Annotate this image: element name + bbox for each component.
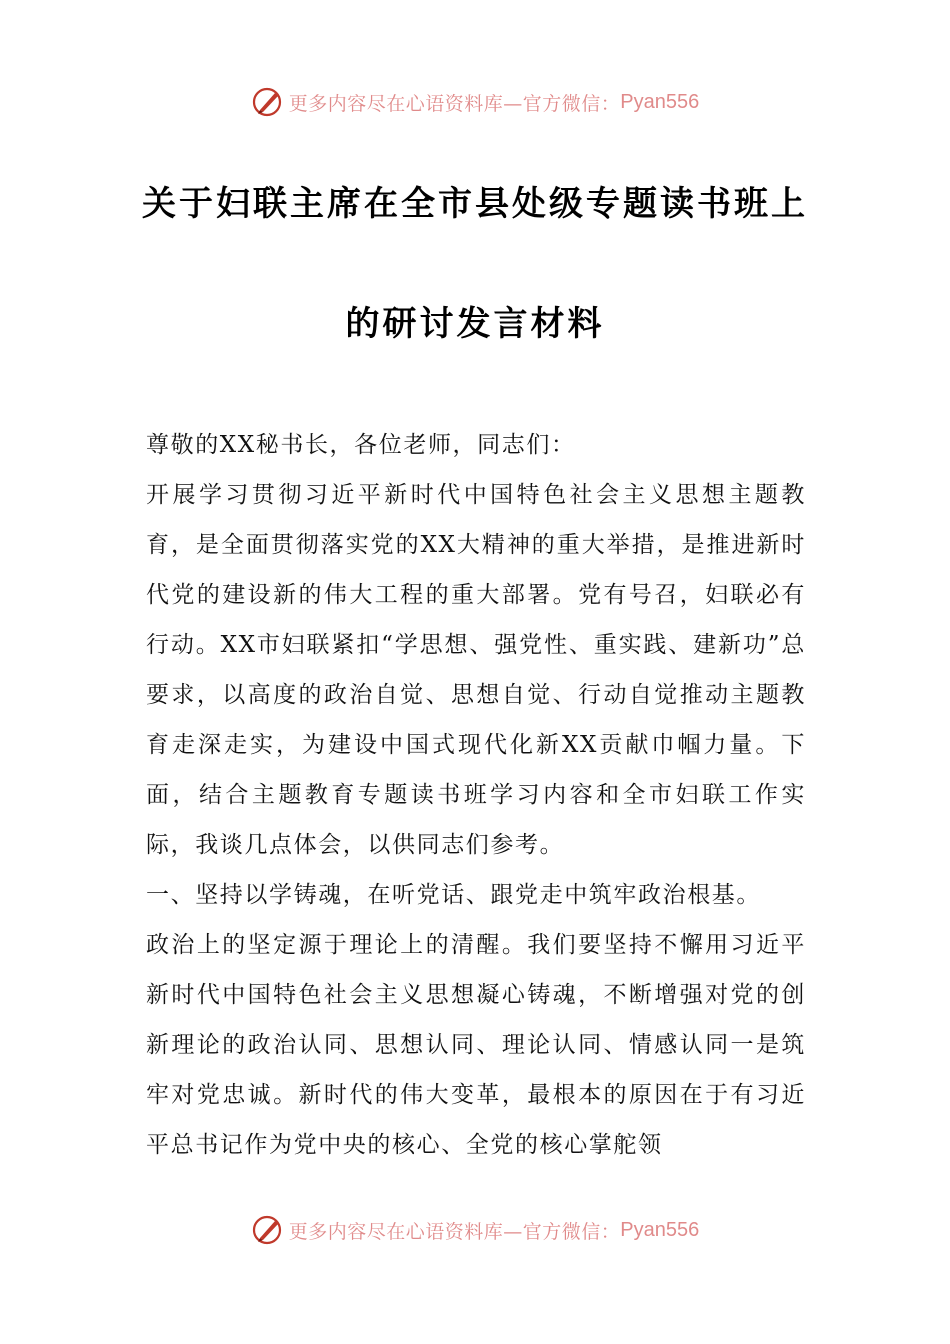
watermark-banner-top: [0, 82, 950, 122]
watermark-wechat-id: Pyan556: [620, 1218, 700, 1241]
document-title-line2: 的研讨发言材料: [345, 304, 605, 344]
watermark-wechat-id: Pyan556: [620, 90, 700, 113]
watermark-text: 更多内容尽在心语资料库—官方微信：: [288, 92, 621, 115]
pen-logo-icon: [251, 1213, 285, 1247]
document-title-line1: 关于妇联主席在全市县处级专题读书班上: [142, 184, 808, 224]
watermark-banner-bottom: [0, 1210, 950, 1250]
pen-logo-icon: [251, 85, 285, 119]
document-body: [146, 420, 806, 1170]
section-heading-1: 一、坚持以学铸魂，在听党话、跟党走中筑牢政治根基。: [146, 882, 761, 908]
paragraph-1: 开展学习贯彻习近平新时代中国特色社会主义思想主题教育，是全面贯彻落实党的XX大精神的重大举措，是推进新时代党的建设新的伟大工程的重大部署。党有号召，妇联必有行动。XX市妇联紧扣“学思想、强党性、重实践、建新功”总要求，以高度的政治自觉、思想自觉、行动自觉推动主题教育走深走实，为建设中国式现代化新XX贡献巾帼力量。下面，结合主题教育专题读书班学习内容和全市妇联工作实际，我谈几点体会，以供同志们参考。: [146, 482, 806, 858]
paragraph-2: 政治上的坚定源于理论上的清醒。我们要坚持不懈用习近平新时代中国特色社会主义思想凝心铸魂，不断增强对党的创新理论的政治认同、思想认同、理论认同、情感认同一是筑牢对党忠诚。新时代的伟大变革，最根本的原因在于有习近平总书记作为党中央的核心、全党的核心掌舵领: [146, 932, 806, 1158]
salutation: 尊敬的XX秘书长，各位老师，同志们：: [146, 432, 576, 458]
watermark-text: 更多内容尽在心语资料库—官方微信：: [288, 1220, 621, 1243]
